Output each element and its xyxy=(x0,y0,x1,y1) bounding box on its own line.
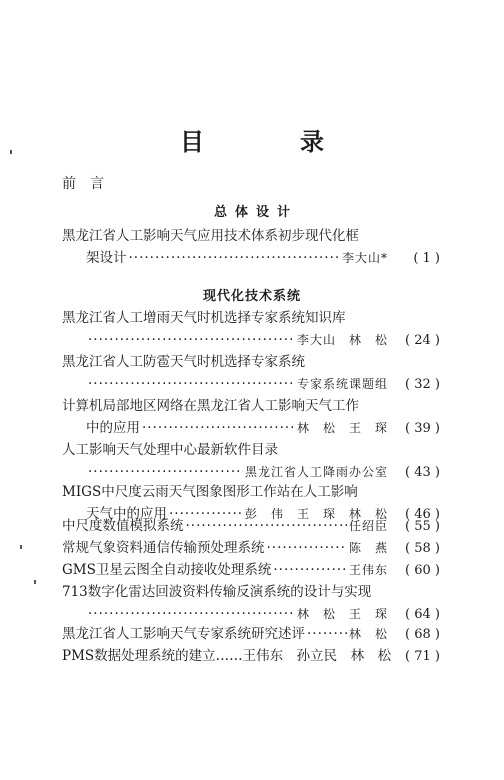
entry-author: 陈 燕 xyxy=(348,541,388,555)
leader-dots xyxy=(307,626,347,642)
entry-title: PMS数据处理系统的建立……王伟东 孙立民 林 松 xyxy=(62,648,392,664)
entry-page: ( 58 ) xyxy=(405,541,440,556)
entry-author: 彭 伟 王 琛 林 松 xyxy=(244,507,388,521)
entry-title: 黑龙江省人工影响天气专家系统研究述评 xyxy=(62,626,305,642)
leader-dots xyxy=(129,250,340,266)
leader-dots xyxy=(142,420,295,436)
scan-speck xyxy=(10,150,12,154)
leader-dots xyxy=(267,540,347,556)
toc-entry[interactable] xyxy=(62,436,440,480)
entry-title: 常规气象资料通信传输预处理系统 xyxy=(62,540,265,556)
entry-page: ( 24 ) xyxy=(405,333,440,348)
toc-entry[interactable] xyxy=(62,620,440,642)
entry-page: ( 55 ) xyxy=(405,519,440,534)
entry-title: 黑龙江省人工影响天气应用技术体系初步现代化框 xyxy=(62,228,359,244)
section-heading-overall-design: 总体设计 xyxy=(213,205,298,220)
entry-page: ( 68 ) xyxy=(405,627,440,642)
preface-entry: 前言 xyxy=(62,176,118,192)
toc-entry[interactable] xyxy=(62,578,440,622)
scan-speck xyxy=(34,580,36,584)
leader-dots xyxy=(186,518,347,534)
entry-page: ( 43 ) xyxy=(405,465,440,480)
toc-entry[interactable] xyxy=(62,222,440,266)
toc-entry[interactable] xyxy=(62,304,440,348)
entry-page: ( 71 ) xyxy=(405,649,440,664)
entry-author: 王伟东 xyxy=(348,563,388,577)
entry-author: 林 松 王 琛 xyxy=(296,607,388,621)
entry-author: 李大山 林 松 xyxy=(296,333,388,347)
entry-page: ( 60 ) xyxy=(405,563,440,578)
entry-title: GMS卫星云图全自动接收处理系统 xyxy=(62,562,272,578)
entry-title: 713数字化雷达回波资料传输反演系统的设计与实现 xyxy=(62,584,372,600)
entry-page: ( 46 ) xyxy=(405,507,440,522)
toc-entry[interactable] xyxy=(62,392,440,436)
toc-entry[interactable] xyxy=(62,556,440,578)
entry-title-cont: 中的应用 xyxy=(86,420,140,436)
entry-author: 林 松 xyxy=(348,627,388,641)
entry-author: 黑龙江省人工降雨办公室 xyxy=(244,465,388,479)
entry-title: 中尺度数值模拟系统 xyxy=(62,518,184,534)
entry-page: ( 64 ) xyxy=(405,607,440,622)
entry-author: 任绍臣 xyxy=(348,519,388,533)
entry-title-cont: 架设计 xyxy=(86,250,127,266)
toc-entry[interactable] xyxy=(62,512,440,534)
entry-title: 黑龙江省人工防雹天气时机选择专家系统 xyxy=(62,354,305,370)
scan-speck xyxy=(20,545,22,549)
entry-title: 人工影响天气处理中心最新软件目录 xyxy=(62,442,278,458)
entry-title: 计算机局部地区网络在黑龙江省人工影响天气工作 xyxy=(62,398,359,414)
page-title: 目 录 xyxy=(180,127,360,156)
entry-author: 李大山* xyxy=(341,251,388,265)
entry-author: 林 松 王 琛 xyxy=(296,421,388,435)
toc-entry[interactable] xyxy=(62,642,440,664)
leader-dots xyxy=(88,376,295,392)
leader-dots xyxy=(88,332,295,348)
entry-title-cont: 天气中的应用 xyxy=(86,506,167,522)
leader-dots xyxy=(273,562,347,578)
toc-entry[interactable] xyxy=(62,534,440,556)
entry-author: 专家系统课题组 xyxy=(296,377,388,391)
entry-title: 黑龙江省人工增雨天气时机选择专家系统知识库 xyxy=(62,310,346,326)
entry-title: MIGS中尺度云雨天气图象图形工作站在人工影响 xyxy=(62,484,358,500)
entry-page: ( 39 ) xyxy=(405,421,440,436)
section-heading-tech-systems: 现代化技术系统 xyxy=(202,289,301,304)
toc-entry[interactable] xyxy=(62,348,440,392)
entry-page: ( 32 ) xyxy=(405,377,440,392)
entry-page: ( 1 ) xyxy=(413,251,440,266)
